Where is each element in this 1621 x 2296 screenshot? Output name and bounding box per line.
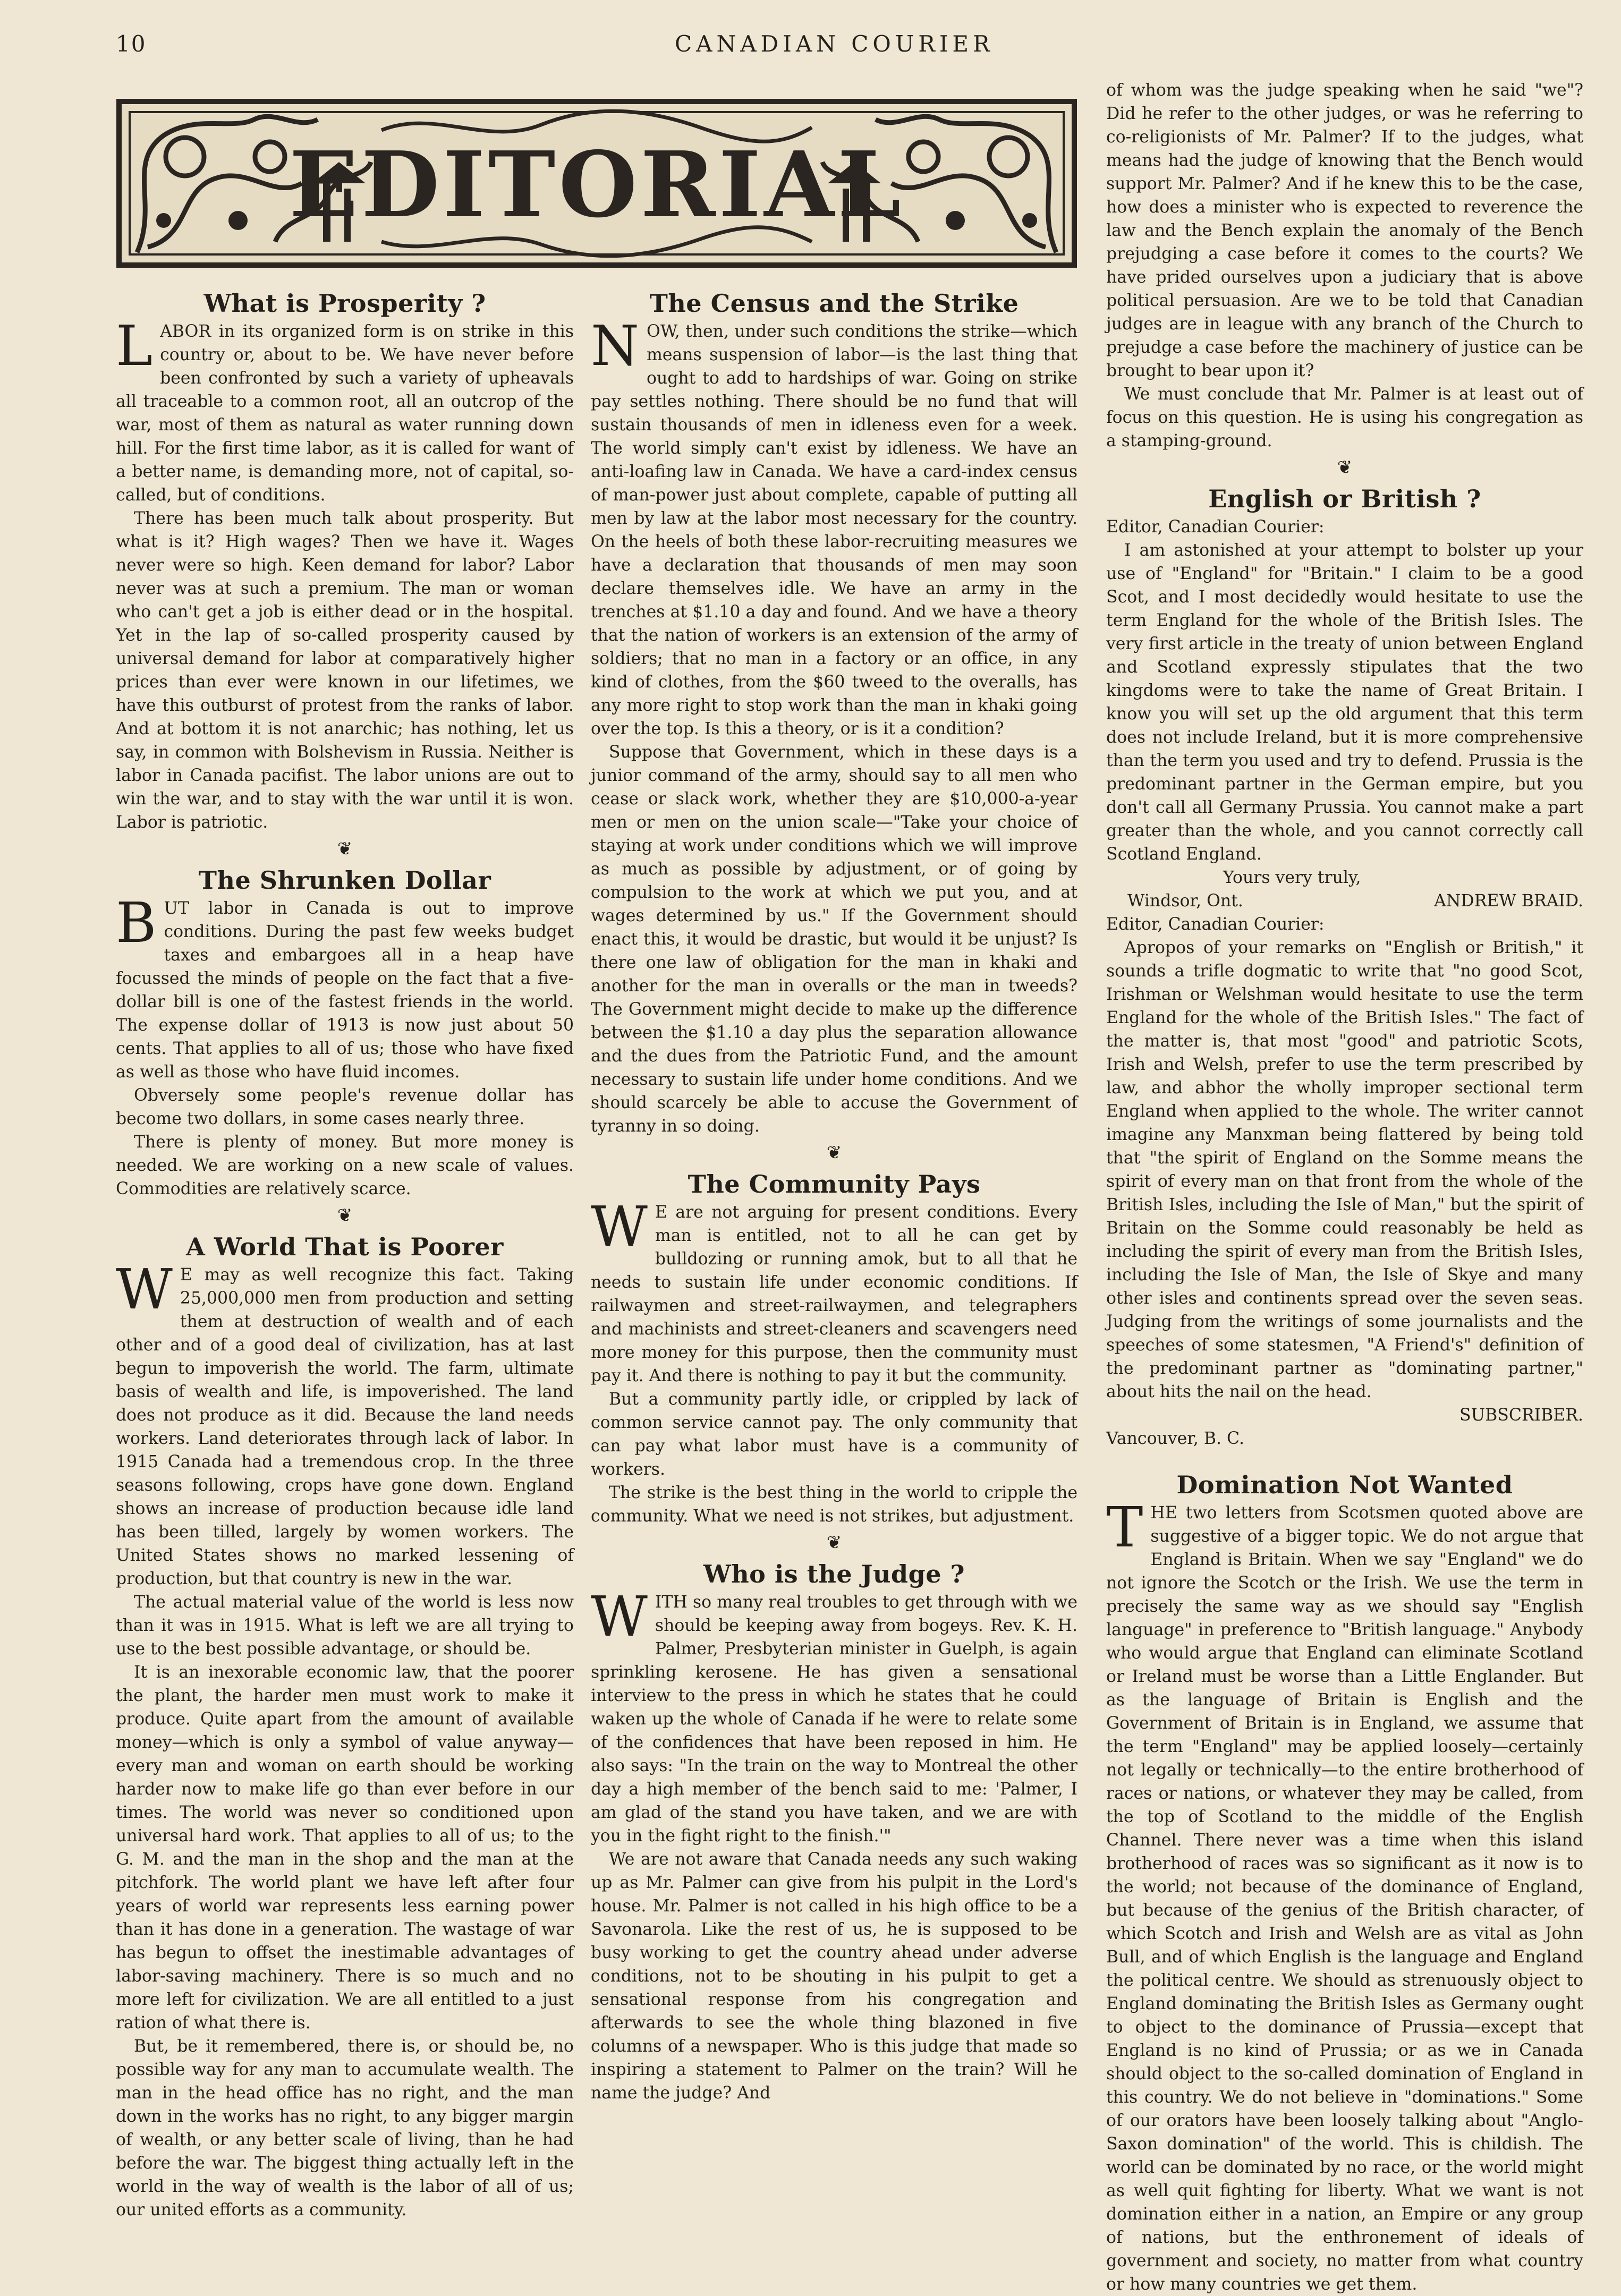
paragraph: of whom was the judge speaking when he said "we"? Did he refer to the other judges, or was he referring to co-religionists of Mr. Palmer? If to the judges, what means had the judge of knowing that the Bench would support Mr. Palmer? And if he knew this to be the case, how does a minister who is expected to reverence the law and the Bench explain the anomaly of the Bench prejudging a case before it comes to the courts? We have prided ourselves upon a judiciary that is above political persuasion. Are we to be told that Canadian judges are in league with any branch of the Church to prejudge a case before the machinery of justice can be brought to bear upon it? [1106,81,1583,380]
fleuron-icon: ❦ [337,1205,353,1226]
drop-cap: W [591,1194,648,1259]
paragraph: HE two letters from Scotsmen quoted above are suggestive of a bigger topic. We do not argue that England is Britain. When we say "England" we do not ignore the Scotch or the Irish. We use the term in precisely the same way as we should say "English language" in preference to "British language." Anybody who would argue that England can eliminate Scotland or Ireland must be worse than a Little Englander. But as the language of Britain is English and the Government of Britain is in England, we assume that the term "England" may be applied loosely—certainly not legally or technically—to the entire brotherhood of races or nations, or whatever they may be called, from the top of Scotland to the middle of the English Channel. There never was a time when this island brotherhood of races was so significant as it now is to the world; not because of the dominance of England, but because of the genius of the British character, of which Scotch and Irish and Welsh are as vital as John Bull, and of which English is the language and England the political centre. We should as strenuously object to England dominating the British Isles as Germany ought to object to the dominance of Prussia—except that England is no kind of Prussia; or as we in Canada should object to the so-called domination of England in this country. We do not believe in "dominations." Some of our orators have been loosely talking about "Anglo-Saxon domination" of the world. This is childish. The world can be dominated by no race, or the world might as well quit fighting for liberty. What we want is not domination either in a nation, an Empire or any group of nations, but the enthronement of ideals of government and society, no matter from what country or how many countries we get them. [1106,1503,1583,2294]
drop-cap: W [591,1584,648,1649]
section-ornament [116,1204,574,1227]
drop-cap: W [116,1257,173,1322]
letter-body: Apropos of your remarks on "English or British," it sounds a trifle dogmatic to write that "no good Scot, Irishman or Welshman would hesitate to use the term England for the whole of the British Isles." The fact of the matter is, that most "good" and patriotic Scots, Irish and Welsh, prefer to use the term prescribed by law, and abhor the wholly improper sectional term England when applied to the whole. The writer cannot imagine any Manxman being flattered by being told that "the spirit of England on the Somme means the spirit of every man on that front from the whole of the British Isles, including the Isle of Man," but the spirit of Britain on the Somme could reasonably be held as including the spirit of every man from the British Isles, including the Isle of Man, the Isle of Skye and many other isles and continents spread over the seven seas. Judging from the writings of some journalists and the speeches of some statesmen, "A Friend's" definition of the predominant partner as "dominating partner," about hits the nail on the head. [1106,938,1583,1401]
paragraph: E are not arguing for present conditions. Every man is entitled, not to all he can get by bulldozing or running amok, but to all that he needs to sustain life under economic conditions. If railwaymen and street-railwaymen, and telegraphers and machinists and street-cleaners and scavengers need more money for this purpose, then the community must pay it. And there is nothing to pay it but the community. [591,1203,1077,1385]
drop-cap: N [591,313,639,378]
heading-who-is-judge: Who is the Judge ? [703,1560,965,1588]
section-ornament [116,837,574,861]
running-head: CANADIAN COURIER [675,31,994,57]
heading-world-poorer: A World That is Poorer [186,1232,504,1261]
letter-place: Windsor, Ont. [1127,891,1243,911]
heading-domination-not-wanted: Domination Not Wanted [1176,1470,1513,1499]
fleuron-icon: ❦ [1337,457,1353,478]
letter-place: Vancouver, B. C. [1106,1429,1245,1448]
fleuron-icon: ❦ [826,1142,842,1163]
letter-closing: Yours very truly, [1223,868,1361,887]
paragraph: E may as well recognize this fact. Taking 25,000,000 men from production and setting them at destruction of wealth and of each other and of a good deal of civilization, has at last begun to impoverish the world. The farm, ultimate basis of wealth and life, is impoverished. The land does not produce as it did. Because the land needs workers. Land deteriorates through lack of labor. In 1915 Canada had a tremendous crop. In the three seasons following, crops have gone down. England shows an increase of production because idle land has been tilled, largely by women workers. The United States shows no marked lessening of production, but that country is new in the war. [116,1265,574,1588]
letter-signature: ANDREW BRAID. [1434,891,1583,911]
section-ornament [591,1531,1077,1554]
heading-census-strike: The Census and the Strike [649,289,1019,318]
paragraph: But, be it remembered, there is, or should be, no possible way for any man to accumulate wealth. The man in the head office has no right, and the man down in the works has no right, to any bigger margin of wealth, or any better scale of living, than he had before the war. The biggest thing actually left in the world in the way of wealth is the labor of all of us; our united efforts as a community. [116,2037,574,2220]
paragraph: ITH so many real troubles to get through with we should be keeping away from bogeys. Rev. K. H. Palmer, Presbyterian minister in Guelph, is again sprinkling kerosene. He has given a sensational interview to the press in which he states that he could waken up the whole of Canada if he were to relate some of the confidences that have been reposed in him. He also says: "In the train on the way to Montreal the other day a high member of the bench said to me: 'Palmer, I am glad of the stand you have taken, and we are with you in the fight right to the finish.'" [591,1593,1077,1846]
column-3 [1106,79,1583,2296]
paragraph: The strike is the best thing in the world to cripple the community. What we need is not strikes, but adjustment. [591,1483,1077,1526]
paragraph: We must conclude that Mr. Palmer is at least out of focus on this question. He is using his congregation as a stamping-ground. [1106,385,1583,450]
paragraph: There is plenty of money. But more money is needed. We are working on a new scale of values. Commodities are relatively scarce. [116,1133,574,1198]
heading-english-or-british: English or British ? [1208,484,1481,513]
section-ornament [591,1141,1077,1164]
heading-community-pays: The Community Pays [688,1170,981,1198]
letter-salutation: Editor, Canadian Courier: [1106,517,1325,537]
heading-what-is-prosperity: What is Prosperity ? [203,289,486,318]
paragraph: The actual material value of the world is less now than it was in 1915. What is left we are all trying to use to the best possible advantage, or should be. [116,1593,574,1659]
drop-cap: L [116,313,153,378]
paragraph: OW, then, under such conditions the strike—which means suspension of labor—is the last thing that ought to add to hardships of war. Going on strike pay settles nothing. There should be no fund that will sustain thousands of men in idleness even for a week. The world simply can't exist by idleness. We have an anti-loafing law in Canada. We have a card-index census of man-power just about complete, capable of putting all men by law at the labor most necessary for the country. On the heels of both these labor-recruiting measures we have a declaration that thousands of men may soon declare themselves idle. We have an army in the trenches at $1.10 a day and found. And we have a theory that the nation of workers is an extension of the army of soldiers; that no man in a factory or an office, in any kind of clothes, from the $60 tweed to the overalls, has any more right to stop work than the man in khaki going over the top. Is this a theory, or is it a condition? [591,322,1077,738]
letter-signature-row [1106,889,1583,913]
fleuron-icon: ❦ [826,1532,842,1553]
paragraph: We are not aware that Canada needs any such waking up as Mr. Palmer can give from his pulpit in the Lord's house. Mr. Palmer is not called in his high office to be a Savonarola. Like the rest of us, he is supposed to be busy working to get the country ahead under adverse conditions, not to be shouting in his pulpit to get a sensational response from his congregation and afterwards to see the whole thing blazoned in five columns of a newspaper. Who is this judge that made so inspiring a statement to Palmer on the train? Will he name the judge? And [591,1850,1077,2103]
editorial-banner [116,98,1077,268]
section-ornament [1106,456,1583,479]
paragraph: It is an inexorable economic law, that the poorer the plant, the harder men must work to make it produce. Quite apart from the amount of available money—which is only a symbol of value anyway—every man and woman on earth should be working harder now to make life go than ever before in our times. The world was never so conditioned upon universal hard work. That applies to all of us; to the G. M. and the man in the shop and the man at the pitchfork. The world plant we have left after four years of world war represents less earning power than it has done in a generation. The wastage of war has begun to offset the inestimable advantages of labor-saving machinery. There is so much and no more left for civilization. We are all entitled to a just ration of what there is. [116,1663,574,2033]
heading-shrunken-dollar: The Shrunken Dollar [198,866,491,895]
drop-cap: T [1106,1495,1143,1560]
letter-body: I am astonished at your attempt to bolster up your use of "England" for "Britain." I claim to be a good Scot, and I most decidedly would hesitate to use the term England for the whole of the British Isles. The very first article in the treaty of union between England and Scotland expressly stipulates that the two kingdoms were to take the name of Great Britain. I know you will set up the old argument that this term does not include Ireland, but it is more comprehensive than the term you used and try to defend. Prussia is the predominant partner in the German empire, but you don't call all Germany Prussia. You cannot make a part greater than the whole, and you cannot correctly call Scotland England. [1106,541,1583,864]
letter-salutation: Editor, Canadian Courier: [1106,915,1325,934]
fleuron-icon: ❦ [337,838,353,860]
column-1 [116,287,574,2222]
paragraph: Suppose that Government, which in these days is a junior command of the army, should say to all men who cease or slack work, whether they are $10,000-a-year men or men on the union scale—"Take your choice of staying at work under conditions which we will improve as much as possible by adjustment, or of going by compulsion to the work at which we put you, and at wages determined by us." If the Government should enact this, it would be drastic, but would it be unjust? Is there one law of obligation for the man in khaki and another for the man in overalls or the man in tweeds? The Government might decide to make up the difference between the $1.10 a day plus the separation allowance and the dues from the Patriotic Fund, and the amount necessary to sustain life under home conditions. And we should scarcely be able to accuse the Government of tyranny in so doing. [591,743,1077,1136]
letter-signature: SUBSCRIBER. [1459,1406,1583,1425]
page-number: 10 [116,31,147,57]
paragraph: ABOR in its organized form is on strike in this country or, about to be. We have never before been confronted by such a variety of upheavals all traceable to a common root, all an outcrop of the war, most of them as natural as water running down hill. For the first time labor, as it is called for want of a better name, is demanding more, not of capital, so-called, but of conditions. [116,322,574,505]
paragraph: Obversely some people's revenue dollar has become two dollars, in some cases nearly three. [116,1086,574,1128]
drop-cap: B [116,890,157,955]
column-2 [591,287,1077,2105]
banner-ornament [116,98,1077,268]
paragraph: There has been much talk about prosperity. But what is it? High wages? Then we have it. Wages never were so high. Keen demand for labor? Labor never was at such a premium. The man or woman who can't get a job is either dead or in the hospital. Yet in the lap of so-called prosperity caused by universal demand for labor at comparatively higher prices than ever were known in our lifetimes, we have this outburst of protest from the ranks of labor. And at bottom it is not anarchic; has nothing, let us say, in common with Bolshevism in Russia. Neither is labor in Canada pacifist. The labor unions are out to win the war, and to stay with the war until it is won. Labor is patriotic. [116,509,574,832]
paragraph: UT labor in Canada is out to improve conditions. During the past few weeks budget taxes and embargoes all in a heap have focussed the minds of people on the fact that a five-dollar bill is one of the fastest friends in the world. The expense dollar of 1913 is now just about 50 cents. That applies to all of us; those who have fixed as well as those who have fluid incomes. [116,899,574,1082]
banner-title: EDITORIAL [289,132,904,238]
paragraph: But a community partly idle, or crippled by lack of common service cannot pay. The only community that can pay what labor must have is a community of workers. [591,1390,1077,1479]
